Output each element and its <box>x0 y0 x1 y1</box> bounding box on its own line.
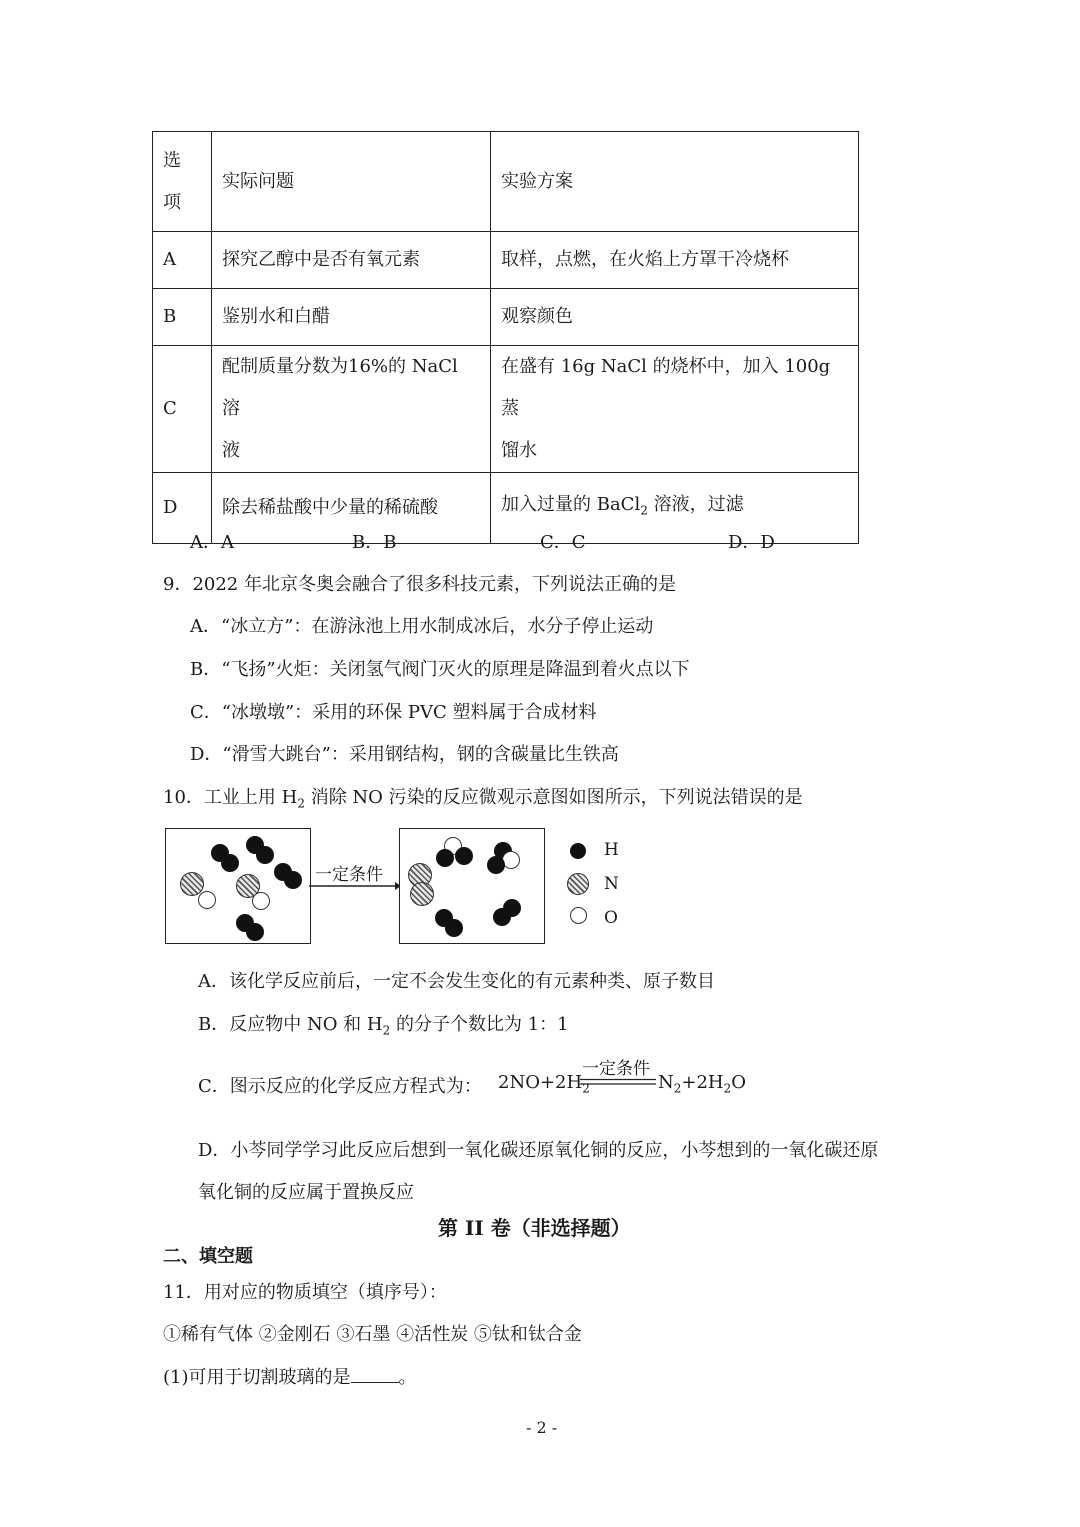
arrow-condition-label: 一定条件 <box>315 865 383 885</box>
row-plan-line1: 在盛有 16g NaCl 的烧杯中，加入 100g 蒸 <box>501 356 831 419</box>
subscript: 2 <box>582 1081 590 1096</box>
experiment-table <box>152 131 859 544</box>
oxygen-atom <box>198 891 216 909</box>
equation-product-h: +2H <box>681 1072 724 1093</box>
hydrogen-atom <box>445 919 463 937</box>
hydrogen-atom <box>256 846 274 864</box>
header-option-cell <box>153 132 212 232</box>
hydrogen-atom <box>436 849 454 867</box>
nitrogen-atom <box>410 882 434 906</box>
plan-text: 溶液，过滤 <box>647 494 744 516</box>
hydrogen-atom <box>493 908 511 926</box>
hydrogen-atom <box>284 871 302 889</box>
reaction-arrow <box>309 880 401 892</box>
legend-nitrogen-label: N <box>604 874 619 894</box>
q10-option-c: C．图示反应的化学反应方程式为： <box>198 1076 482 1097</box>
subscript: 2 <box>673 1081 682 1096</box>
row-option: B <box>153 289 212 346</box>
table-header-row <box>153 132 859 232</box>
equation-condition: 一定条件 <box>582 1059 650 1079</box>
header-problem-cell: 实际问题 <box>212 132 491 232</box>
equation-product-o: O <box>731 1072 747 1093</box>
section2-heading: 二、填空题 <box>163 1246 253 1267</box>
legend-nitrogen-icon <box>567 873 589 895</box>
hydrogen-atom <box>487 856 505 874</box>
q9-stem: 9．2022 年北京冬奥会融合了很多科技元素，下列说法正确的是 <box>163 574 676 595</box>
page-number: - 2 - <box>526 1418 558 1437</box>
row-plan-line2: 馏水 <box>501 440 537 461</box>
q10-option-b <box>198 1010 569 1038</box>
q9-option-d: D．“滑雪大跳台”：采用钢结构，钢的含碳量比生铁高 <box>190 744 619 765</box>
equation-product-n: N <box>658 1072 674 1093</box>
row-problem <box>212 346 491 473</box>
legend-oxygen-icon <box>570 907 587 924</box>
answer-blank[interactable] <box>351 1366 399 1383</box>
subscript: 2 <box>723 1081 732 1096</box>
part2-title: 第 II 卷（非选择题） <box>438 1216 631 1240</box>
row-plan <box>491 346 859 473</box>
q10-stem-text: 消除 NO 污染的反应微观示意图如图所示，下列说法错误的是 <box>304 787 803 808</box>
hydrogen-atom <box>455 847 473 865</box>
q10-option-b-text: B．反应物中 NO 和 H <box>198 1014 383 1035</box>
row-problem-line1: 配制质量分数为16%的 NaCl 溶 <box>222 356 458 419</box>
header-option-line2: 项 <box>163 191 181 213</box>
q8-choice-a: A．A <box>190 532 234 553</box>
table-row <box>153 346 859 473</box>
equation-reactants: 2NO+2H <box>498 1072 583 1093</box>
legend-oxygen-label: O <box>604 908 618 928</box>
plan-text: 加入过量的 BaCl <box>501 494 641 516</box>
row-problem-line2: 液 <box>222 440 240 461</box>
q10-option-b-text: 的分子个数比为 1：1 <box>390 1014 569 1035</box>
row-problem: 鉴别水和白醋 <box>212 289 491 346</box>
reactants-box <box>165 828 311 944</box>
q11-sub1-text: (1)可用于切割玻璃的是 <box>163 1367 351 1388</box>
q9-option-a: A．“冰立方”：在游泳池上用水制成冰后，水分子停止运动 <box>190 616 654 637</box>
products-box <box>399 828 545 944</box>
q11-sub1 <box>163 1363 417 1389</box>
q8-choice-b: B．B <box>352 532 397 553</box>
q9-option-b: B．“飞扬”火炬：关闭氢气阀门灭火的原理是降温到着火点以下 <box>190 659 690 680</box>
q10-option-a: A．该化学反应前后，一定不会发生变化的有元素种类、原子数目 <box>198 971 715 992</box>
q10-stem-text: 10．工业上用 H <box>163 787 298 808</box>
q8-choice-d: D．D <box>728 532 775 553</box>
legend-hydrogen-label: H <box>604 840 619 860</box>
row-problem: 探究乙醇中是否有氧元素 <box>212 232 491 289</box>
hydrogen-atom <box>221 854 239 872</box>
q11-stem: 11．用对应的物质填空（填序号）： <box>163 1282 447 1303</box>
table-row <box>153 289 859 346</box>
table-row <box>153 232 859 289</box>
row-plan: 取样，点燃，在火焰上方罩干冷烧杯 <box>491 232 859 289</box>
subscript: 2 <box>297 796 305 811</box>
q9-option-c: C．“冰墩墩”：采用的环保 PVC 塑料属于合成材料 <box>190 702 597 723</box>
header-plan-cell: 实验方案 <box>491 132 859 232</box>
hydrogen-atom <box>246 923 264 941</box>
equation-products <box>658 1072 746 1096</box>
header-option-line1: 选 <box>163 149 181 171</box>
row-option: A <box>153 232 212 289</box>
subscript: 2 <box>640 503 648 518</box>
legend-hydrogen-icon <box>570 843 586 859</box>
row-plan: 观察颜色 <box>491 289 859 346</box>
q10-option-d-line1: D．小芩同学学习此反应后想到一氧化碳还原氧化铜的反应，小芩想到的一氧化碳还原 <box>198 1140 879 1161</box>
q10-stem <box>163 783 803 811</box>
row-option: C <box>153 346 212 473</box>
q11-sub1-end: 。 <box>398 1367 417 1388</box>
chemical-equation <box>498 1072 590 1096</box>
row-option: D <box>153 473 212 544</box>
equation-equals-sign <box>580 1078 656 1086</box>
q11-items: ①稀有气体 ②金刚石 ③石墨 ④活性炭 ⑤钛和钛合金 <box>163 1324 582 1345</box>
row-problem: 除去稀盐酸中少量的稀硫酸 <box>212 473 491 544</box>
q10-option-d-line2: 氧化铜的反应属于置换反应 <box>198 1182 414 1203</box>
subscript: 2 <box>382 1023 391 1038</box>
q8-choice-c: C．C <box>540 532 586 553</box>
oxygen-atom <box>252 892 270 910</box>
